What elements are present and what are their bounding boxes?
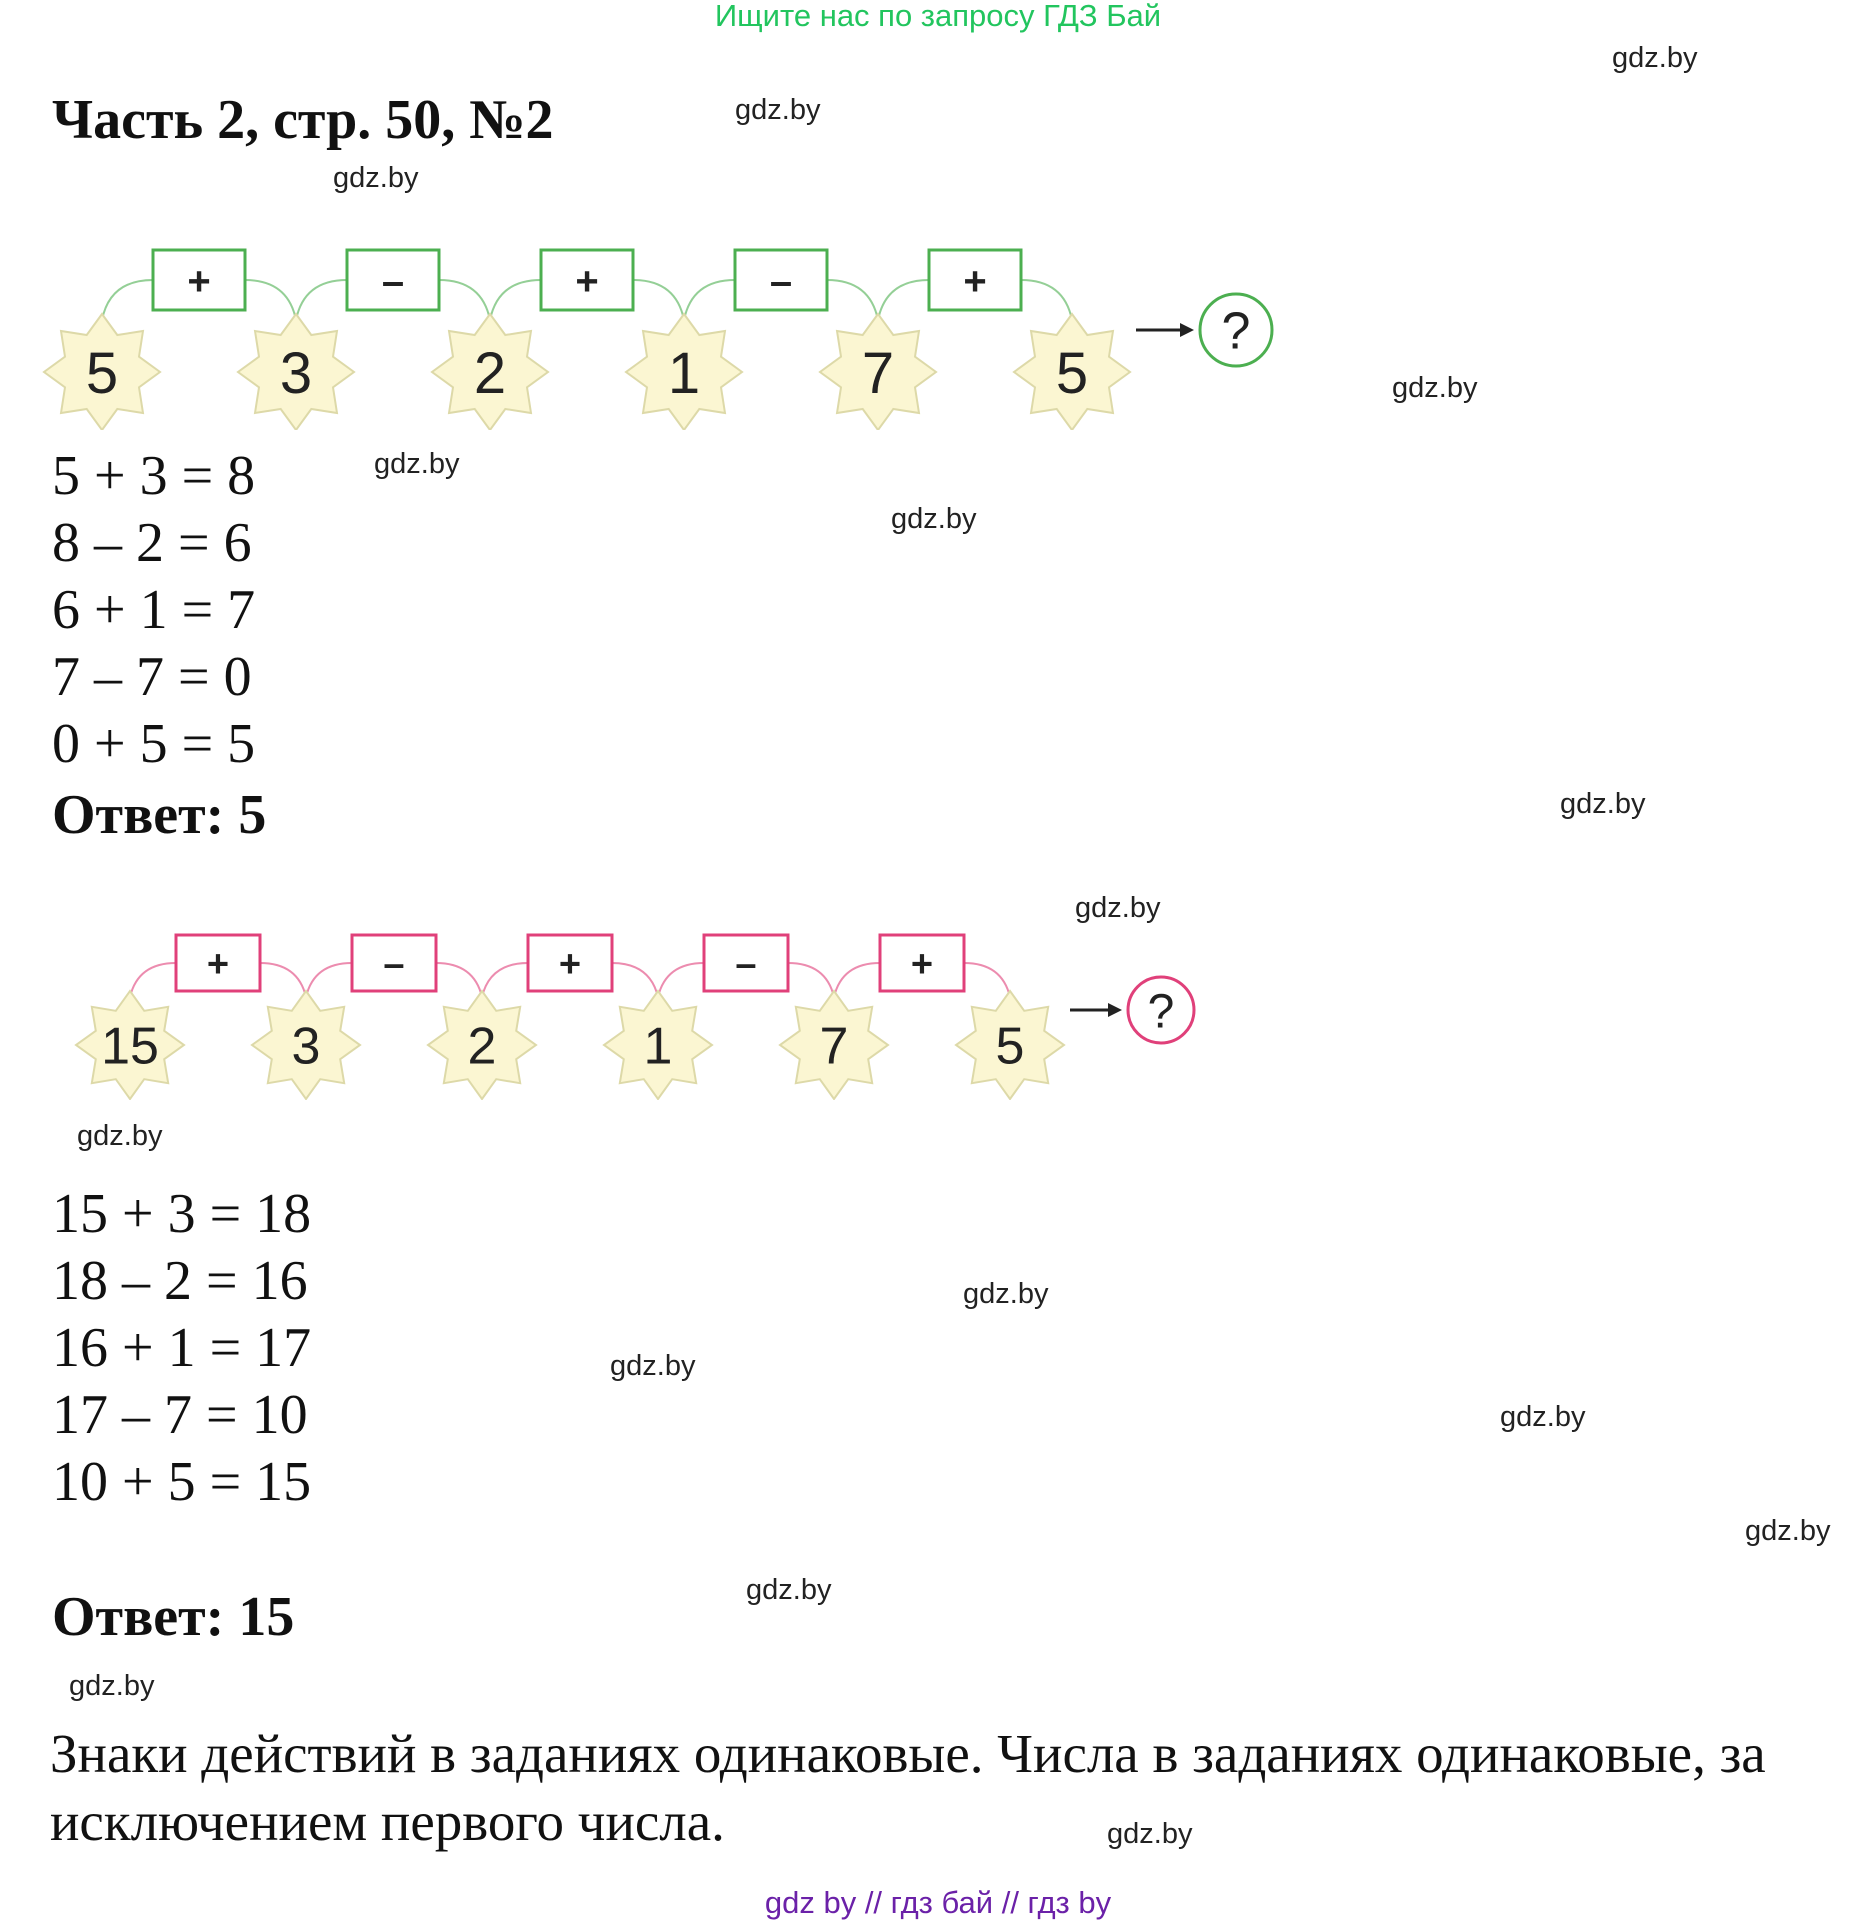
connector-arc [964,963,1010,997]
connector-arc [490,280,541,320]
answer-2: Ответ: 15 [52,1586,295,1648]
operator-sign: – [381,259,405,304]
chain-number: 2 [467,1017,497,1076]
watermark: gdz.by [1392,372,1478,404]
connector-arc [482,963,528,997]
connector-arc [878,280,929,320]
watermark: gdz.by [69,1670,155,1702]
arrow-icon [1180,323,1194,337]
equation: 6 + 1 = 7 [52,579,256,641]
watermark: gdz.by [735,94,821,126]
chain-number: 5 [1055,340,1089,406]
watermark: gdz.by [963,1278,1049,1310]
connector-arc [436,963,482,997]
chain-number: 1 [667,340,701,406]
connector-arc [827,280,878,320]
chain-number: 3 [291,1017,321,1076]
watermark: gdz.by [374,448,460,480]
search-banner: Ищите нас по запросу ГДЗ Бай [714,0,1162,33]
connector-arc [306,963,352,997]
connector-arc [439,280,490,320]
footer-links: gdz by // гдз бай // гдз by [764,1885,1112,1920]
result-question-mark: ? [1147,985,1175,1039]
watermark: gdz.by [1745,1515,1831,1547]
operation-chain-2 [70,930,1220,1100]
chain-number: 7 [861,340,895,406]
equation: 17 – 7 = 10 [52,1384,308,1446]
connector-arc [296,280,347,320]
operator-sign: – [769,259,793,304]
chain-number: 5 [85,340,119,406]
equation: 8 – 2 = 6 [52,512,252,574]
watermark: gdz.by [333,162,419,194]
chain-number: 7 [819,1017,849,1076]
watermark: gdz.by [1500,1401,1586,1433]
watermark: gdz.by [1107,1818,1193,1850]
connector-arc [684,280,735,320]
connector-arc [788,963,834,997]
chain-number: 15 [101,1017,159,1076]
watermark: gdz.by [1075,892,1161,924]
operator-sign: – [735,943,757,986]
equation: 7 – 7 = 0 [52,646,252,708]
operator-sign: + [187,259,211,304]
connector-arc [834,963,880,997]
watermark: gdz.by [1560,788,1646,820]
connector-arc [102,280,153,320]
connector-arc [658,963,704,997]
chain-number: 5 [995,1017,1025,1076]
result-question-mark: ? [1221,302,1251,361]
connector-arc [245,280,296,320]
connector-arc [633,280,684,320]
equation: 10 + 5 = 15 [52,1451,312,1513]
watermark: gdz.by [77,1120,163,1152]
connector-arc [130,963,176,997]
operator-sign: + [963,259,987,304]
watermark: gdz.by [746,1574,832,1606]
equation: 5 + 3 = 8 [52,445,256,507]
operation-chain-1 [40,240,1290,430]
chain-number: 2 [473,340,507,406]
chain-number: 3 [279,340,313,406]
equation: 18 – 2 = 16 [52,1250,308,1312]
operator-sign: + [910,943,934,986]
operator-sign: + [558,943,582,986]
connector-arc [612,963,658,997]
connector-arc [1021,280,1072,320]
arrow-icon [1108,1003,1122,1017]
watermark: gdz.by [610,1350,696,1382]
watermark: gdz.by [891,503,977,535]
operator-sign: + [206,943,230,986]
equation: 0 + 5 = 5 [52,713,256,775]
operator-sign: – [383,943,405,986]
watermark: gdz.by [1612,42,1698,74]
answer-1: Ответ: 5 [52,784,267,846]
operator-sign: + [575,259,599,304]
page-title: Часть 2, стр. 50, №2 [52,89,554,151]
connector-arc [260,963,306,997]
conclusion-text: Знаки действий в заданиях одинаковые. Числа в заданиях одинаковые, за исключением первого числа. [50,1723,1766,1852]
equation: 15 + 3 = 18 [52,1183,312,1245]
chain-number: 1 [643,1017,673,1076]
equation: 16 + 1 = 17 [52,1317,312,1379]
